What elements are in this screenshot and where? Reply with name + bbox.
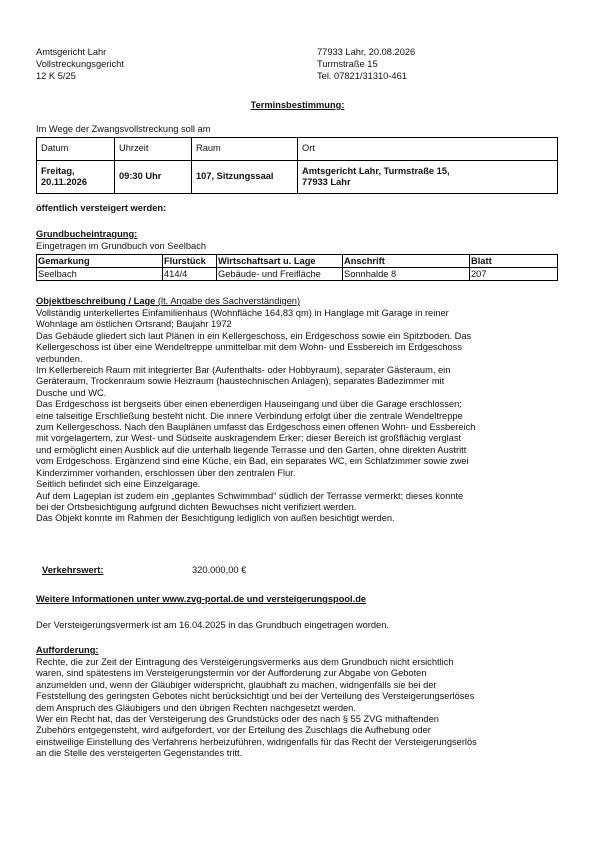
objekt-line: bei der Ortsbesichtigung aufgrund dichten Bewuchses nicht verifiziert werden.	[36, 501, 357, 512]
objekt-line: vom Erdgeschoss. Ergänzend sind eine Küche, ein Bad, ein separates WC, ein Schlafzimmer sowie zwei	[36, 456, 469, 467]
street-address: Turmstraße 15	[317, 59, 378, 69]
table-header-row	[37, 255, 558, 268]
verkehrswert-value: 320.000,00 €	[192, 565, 247, 575]
objekt-line: zum Kellergeschoss. Nach den Bauplänen umfasst das Erdgeschoss einen offenen Wohn- und Essbereich	[36, 422, 476, 433]
table-row	[37, 161, 558, 194]
cell-datum	[37, 161, 115, 194]
col-header-raum: Raum	[192, 138, 298, 161]
court-address-block	[36, 47, 124, 83]
objekt-line: Das Objekt konnte im Rahmen der Besichtigung lediglich von außen besichtigt werden.	[36, 513, 395, 524]
place-date: 77933 Lahr, 20.08.2026	[317, 47, 416, 57]
aufforderung-line: Wer ein Recht hat, das der Versteigerung des Grundstücks oder des nach § 55 ZVG mithaftenden	[36, 714, 439, 725]
document-title: Terminsbestimmung:	[250, 100, 345, 110]
cell-anschrift: Sonnhalde 8	[343, 268, 470, 281]
col-header-wirtschaftsart: Wirtschaftsart u. Lage	[217, 255, 343, 268]
verkehrswert-label: Verkehrswert:	[42, 565, 104, 575]
versteigerungsvermerk: Der Versteigerungsvermerk ist am 16.04.2025 in das Grundbuch eingetragen worden.	[36, 620, 389, 630]
weitere-informationen: Weitere Informationen unter www.zvg-portal.de und versteigerungspool.de	[36, 594, 367, 604]
aufforderung-heading: Aufforderung:	[36, 645, 99, 655]
objekt-line: Dusche und WC.	[36, 387, 107, 398]
cell-flurstueck: 414/4	[163, 268, 217, 281]
cell-ort	[298, 161, 558, 194]
objekt-heading	[36, 296, 300, 307]
cell-gemarkung: Seelbach	[37, 268, 163, 281]
aufforderung-line: Rechte, die zur Zeit der Eintragung des Versteigerungsvermerks aus dem Grundbuch nicht ersichtlich	[36, 657, 454, 667]
objekt-line: Kellergeschoss ist über eine Wendeltreppe unmittelbar mit dem Wohn- und Essbereich im Erdgeschoss	[36, 342, 462, 353]
objekt-description	[36, 308, 560, 525]
aufforderung-line: an die Stelle des versteigerten Gegenstandes tritt.	[36, 748, 243, 759]
aufforderung-line: Feststellung des geringsten Gebotes nicht berücksichtigt und bei der Verteilung des Versteigerungserlöses	[36, 691, 475, 702]
objekt-line: Kinderzimmer vorhanden, erschlossen über den zentralen Flur.	[36, 467, 296, 478]
objekt-heading-bold: Objektbeschreibung / Lage	[36, 296, 156, 306]
grundbuch-heading: Grundbucheintragung:	[36, 229, 138, 239]
objekt-line: Vollständig unterkellertes Einfamilienhaus (Wohnfläche 164,83 qm) in Hanglage mit Garage in reiner	[36, 308, 449, 318]
date-contact-block	[317, 47, 415, 83]
aufforderung-line: einstweilige Einstellung des Verfahrens herbeizuführen, widrigenfalls für das Recht der Versteigerungserlös	[36, 736, 477, 747]
objekt-line: Im Kellerbereich Raum mit integrierter Bar (Aufenthalts- oder Hobbyraum), separater Gästeraum, ein	[36, 365, 451, 376]
objekt-line: mit vorgelagertem, zur West- und Südseite auskragendem Erker; dieser Bereich ist großflächig verglast	[36, 433, 462, 444]
cell-uhrzeit: 09:30 Uhr	[115, 161, 192, 194]
objekt-line: Wohnlage am östlichen Ortsrand; Baujahr 1972	[36, 319, 232, 330]
auction-date-table	[36, 137, 558, 194]
objekt-line: Seitlich befindet sich eine Einzelgarage.	[36, 479, 201, 490]
objekt-line: eine talseitige Erschließung besteht nicht. Die innere Verbindung erfolgt über die zentrale Wendeltreppe	[36, 410, 463, 421]
objekt-line: Geräteraum, Trockenraum sowie Heizraum (haustechnischen Anlagen), separates Badezimmer mit	[36, 376, 445, 387]
cell-blatt: 207	[470, 268, 558, 281]
intro-text: Im Wege der Zwangsvollstreckung soll am	[36, 124, 211, 134]
col-header-gemarkung: Gemarkung	[37, 255, 163, 268]
col-header-ort: Ort	[298, 138, 558, 161]
cell-wirtschaftsart: Gebäude- und Freifläche	[217, 268, 343, 281]
grundbuch-subline: Eingetragen im Grundbuch von Seelbach	[36, 241, 207, 251]
col-header-flurstueck: Flurstück	[163, 255, 217, 268]
aufforderung-line: anzumelden und, wenn der Gläubiger widerspricht, glaubhaft zu machen, widrigenfalls sie bei der	[36, 679, 437, 690]
court-department: Vollstreckungsgericht	[36, 59, 124, 69]
cell-datum-weekday: Freitag,	[41, 165, 75, 176]
table-row	[37, 268, 558, 281]
court-name: Amtsgericht Lahr	[36, 47, 107, 57]
col-header-uhrzeit: Uhrzeit	[115, 138, 192, 161]
versteigert-text: öffentlich versteigert werden:	[36, 203, 167, 213]
table-header-row	[37, 138, 558, 161]
objekt-line: Das Erdgeschoss ist bergseits über einen ebenerdigen Hauseingang und über die Garage erschlossen;	[36, 399, 462, 410]
col-header-datum: Datum	[37, 138, 115, 161]
objekt-line: Auf dem Lageplan ist zudem ein „geplantes Schwimmbad“ südlich der Terrasse vermerkt; dieses konnte	[36, 490, 464, 501]
cell-ort-line2: 77933 Lahr	[302, 177, 351, 187]
aufforderung-text	[36, 657, 560, 760]
objekt-line: verbunden.	[36, 353, 83, 364]
cell-datum-date: 20.11.2026	[41, 177, 88, 187]
aufforderung-line: waren, sind spätestens im Versteigerungstermin vor der Aufforderung zur Abgabe von Geboten	[36, 668, 427, 679]
aufforderung-line: Zubehörs entgegensteht, wird aufgefordert, vor der Erteilung des Zuschlags die Aufhebung oder	[36, 725, 431, 736]
aufforderung-line: dem Anspruch des Gläubigers und den übrigen Rechten nachgesetzt werden.	[36, 702, 356, 713]
col-header-blatt: Blatt	[470, 255, 558, 268]
phone-number: Tel. 07821/31310-461	[317, 71, 407, 81]
cell-ort-line1: Amtsgericht Lahr, Turmstraße 15,	[302, 165, 450, 176]
objekt-line: und ermöglicht einen Ausblick auf die unterhalb liegende Terrasse und den Garten, ohne direkten Austritt	[36, 444, 467, 455]
cell-raum: 107, Sitzungssaal	[192, 161, 298, 194]
grundbuch-table	[36, 254, 558, 281]
case-number: 12 K 5/25	[36, 71, 76, 81]
objekt-line: Das Gebäude gliedert sich laut Plänen in ein Kellergeschoss, ein Erdgeschoss sowie ein Spitzboden. Das	[36, 330, 472, 341]
objekt-heading-note: (lt. Angabe des Sachverständigen)	[155, 296, 301, 306]
col-header-anschrift: Anschrift	[343, 255, 470, 268]
